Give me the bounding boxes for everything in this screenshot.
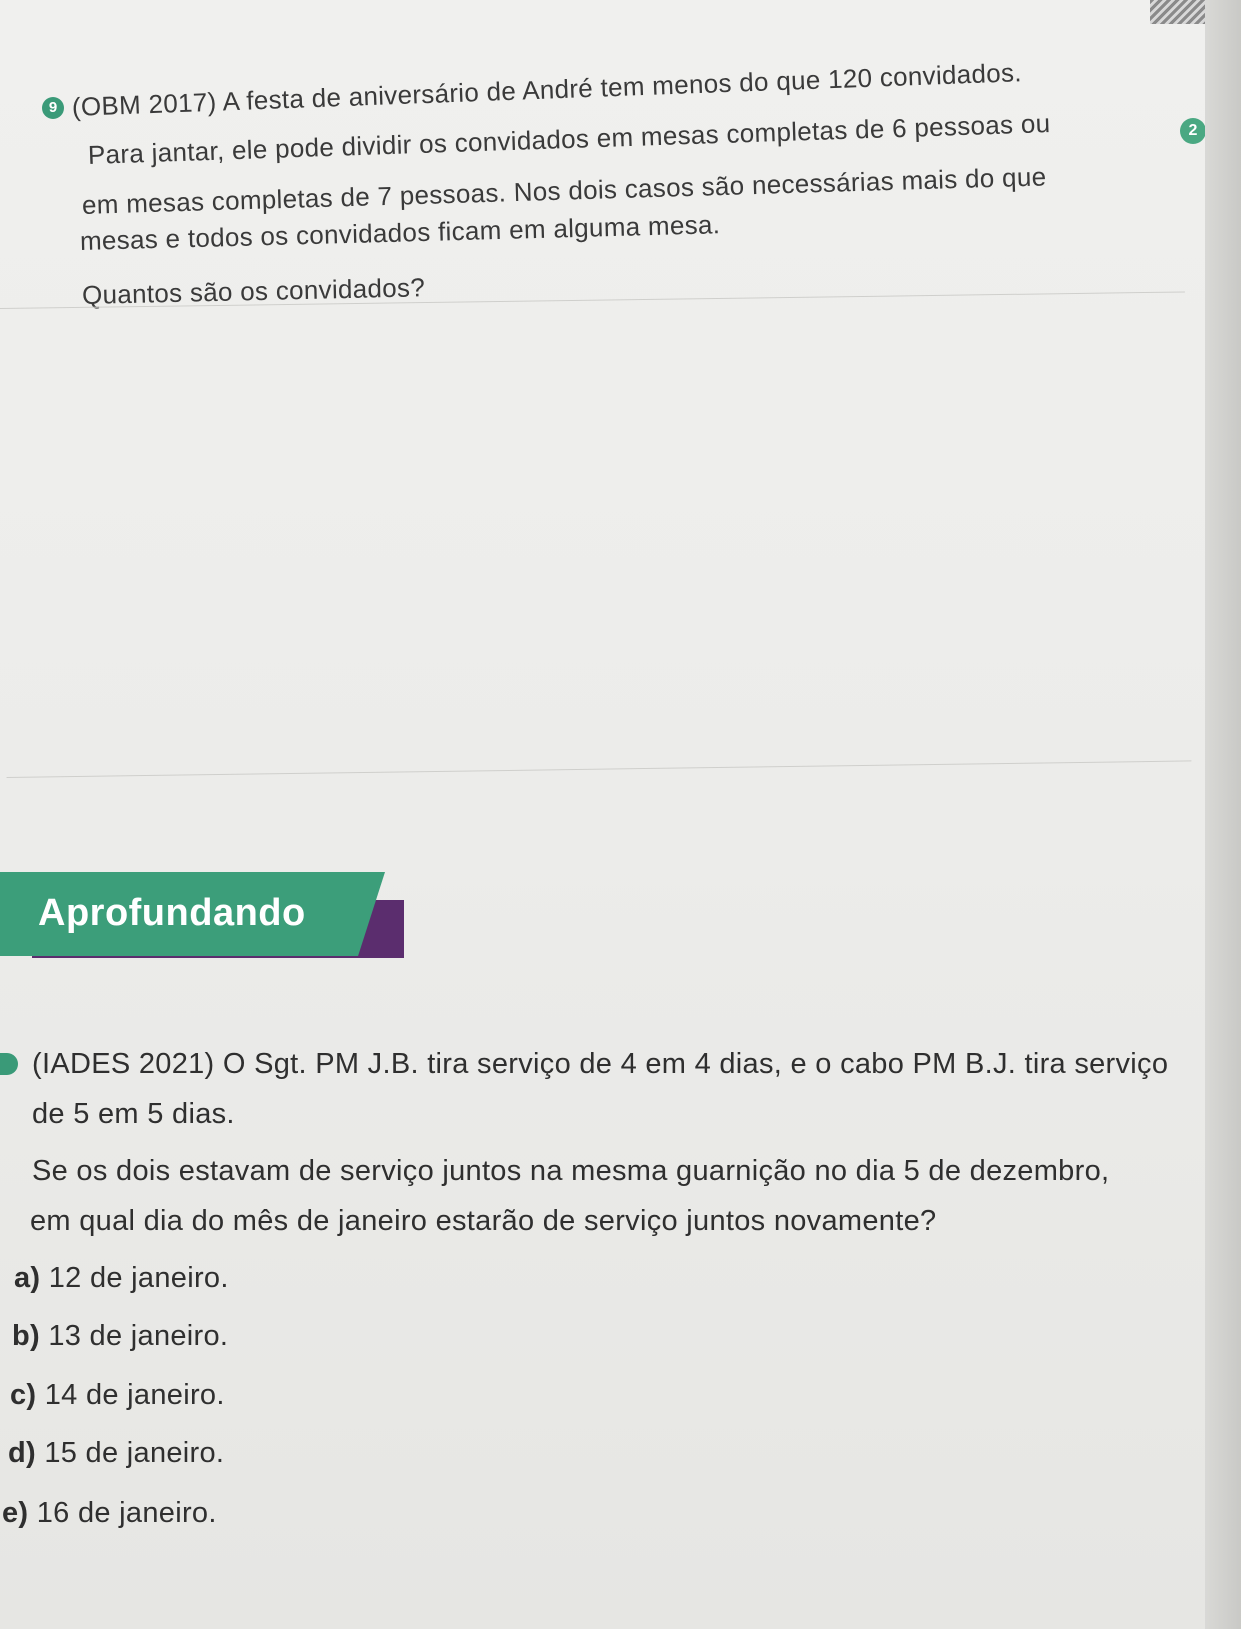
option-b-letter: b) — [12, 1320, 40, 1352]
option-a — [14, 1262, 229, 1295]
section-title: Aprofundando — [38, 892, 306, 934]
option-e — [2, 1497, 217, 1530]
option-b — [12, 1320, 228, 1353]
question-number-badge: 9 — [42, 97, 64, 119]
q2-line-4: em qual dia do mês de janeiro estarão de serviço juntos novamente? — [30, 1205, 937, 1237]
q1-question: Quantos são os convidados? — [81, 272, 426, 310]
option-c-letter: c) — [10, 1379, 37, 1411]
q2-line-3: Se os dois estavam de serviço juntos na mesma guarnição no dia 5 de dezembro, — [32, 1155, 1110, 1187]
question-number-badge-2 — [0, 1053, 18, 1075]
section-banner — [0, 872, 395, 960]
q1-line-2: Para jantar, ele pode dividir os convidados em mesas completas de 6 pessoas ou — [87, 108, 1051, 170]
option-c — [10, 1379, 225, 1412]
page-edge — [1205, 0, 1241, 1629]
option-a-letter: a) — [14, 1262, 41, 1294]
q2-line-2: de 5 em 5 dias. — [32, 1098, 235, 1130]
option-d-letter: d) — [8, 1437, 36, 1469]
option-b-text: 13 de janeiro. — [48, 1320, 229, 1352]
option-d — [8, 1437, 224, 1470]
option-e-text: 16 de janeiro. — [36, 1497, 217, 1529]
option-c-text: 14 de janeiro. — [44, 1379, 225, 1411]
q1-line-4: mesas e todos os convidados ficam em alguma mesa. — [79, 209, 721, 256]
q1-line-3: em mesas completas de 7 pessoas. Nos dois casos são necessárias mais do que — [81, 161, 1047, 220]
option-d-text: 15 de janeiro. — [44, 1437, 225, 1469]
option-a-text: 12 de janeiro. — [48, 1262, 229, 1294]
q2-line-1: (IADES 2021) O Sgt. PM J.B. tira serviço de 4 em 4 dias, e o cabo PM B.J. tira serviço — [32, 1048, 1169, 1080]
answer-space — [0, 291, 1191, 777]
side-marker-badge: 2 — [1180, 118, 1206, 144]
option-e-letter: e) — [2, 1497, 29, 1529]
q1-line-1: (OBM 2017) A festa de aniversário de André tem menos do que 120 convidados. — [71, 57, 1023, 122]
